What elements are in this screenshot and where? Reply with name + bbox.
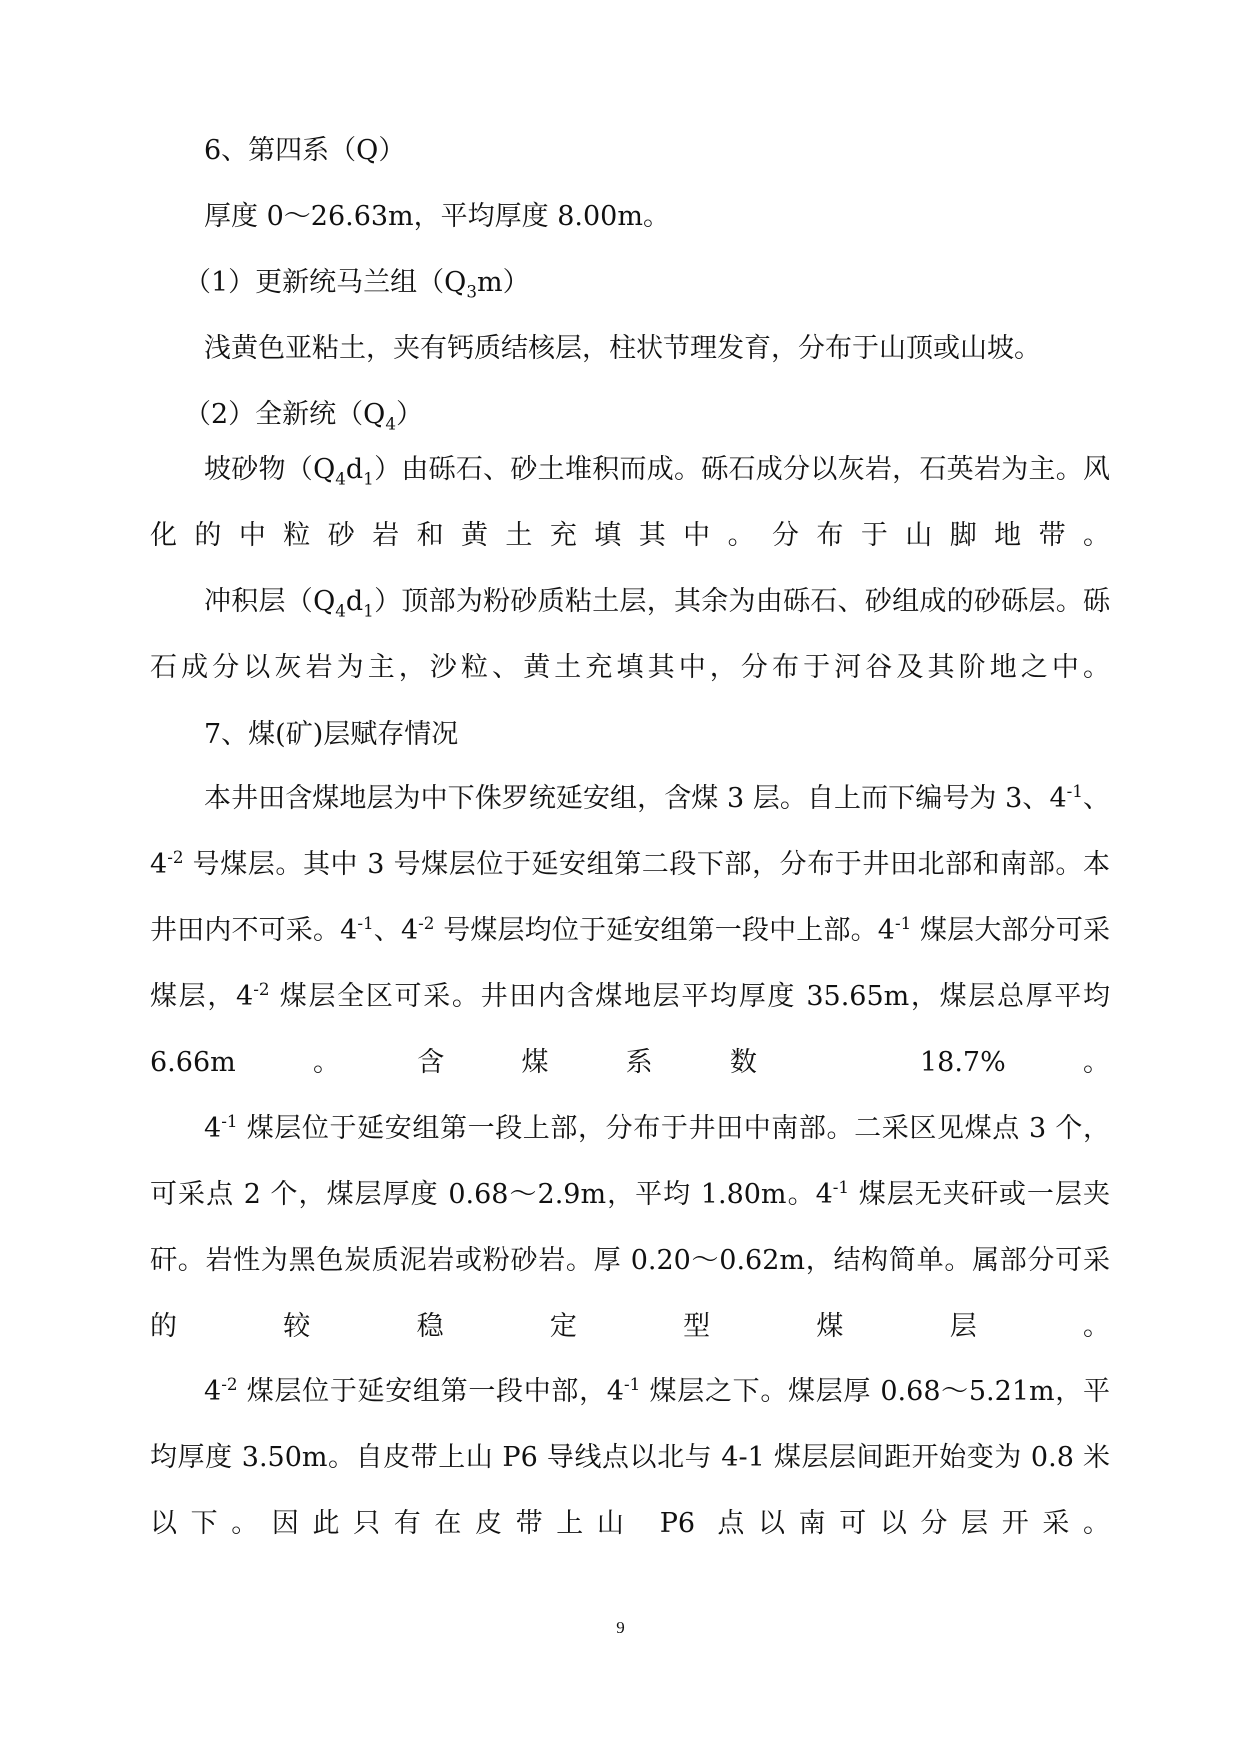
superscript: -2 xyxy=(221,1374,238,1394)
text-run: 煤层位于延安组第一段上部，分布于井田中南部。二采区见煤点 3 个，可采点 2 个，煤层厚度 0.68～2.9m，平均 1.80m。4 xyxy=(150,1113,1110,1210)
paragraph-thickness xyxy=(150,184,1110,250)
text-run: 4 xyxy=(204,1113,222,1144)
text-run: 号煤层均位于延安组第一段中上部。4 xyxy=(434,915,895,946)
superscript: -2 xyxy=(253,979,270,999)
subscript: 4 xyxy=(335,468,346,489)
subscript: 1 xyxy=(363,468,374,489)
text-run: ） xyxy=(395,399,423,430)
text-run: d xyxy=(345,586,364,617)
superscript: -2 xyxy=(418,913,435,933)
text-run: 坡砂物（Q xyxy=(204,454,336,485)
text-run: 煤层大部分可采煤层，4 xyxy=(150,915,1110,1012)
superscript: -1 xyxy=(623,1374,641,1394)
paragraph-slope-deposits xyxy=(150,437,1110,569)
paragraph-alluvium xyxy=(150,569,1110,701)
page-number: 9 xyxy=(616,1618,625,1637)
section-heading-coal-seams xyxy=(150,702,1110,768)
text-run: 、4 xyxy=(373,915,419,946)
text-run: 冲积层（Q xyxy=(204,586,336,617)
paragraph-coal-overview xyxy=(150,766,1110,1096)
paragraph-text: 厚度 0～26.63m，平均厚度 8.00m。 xyxy=(204,201,670,232)
text-run: （2）全新统（Q xyxy=(184,399,386,430)
superscript: -1 xyxy=(1066,781,1083,801)
heading-text: 7、煤(矿)层赋存情况 xyxy=(204,719,459,750)
text-run: 4 xyxy=(204,1376,222,1407)
subscript: 4 xyxy=(385,413,396,434)
section-heading-quaternary xyxy=(150,118,1110,184)
subheading-malan xyxy=(184,250,1144,316)
text-run: 煤层全区可采。井田内含煤地层平均厚度 35.65m，煤层总厚平均 6.66m。含煤系数 18.7%。 xyxy=(150,981,1111,1078)
paragraph-text: 浅黄色亚粘土，夹有钙质结核层，柱状节理发育，分布于山顶或山坡。 xyxy=(204,333,1041,364)
subscript: 1 xyxy=(363,600,374,621)
heading-text: 6、第四系（Q） xyxy=(204,135,406,166)
superscript: -1 xyxy=(221,1111,238,1131)
paragraph-seam-4-1 xyxy=(150,1096,1110,1360)
paragraph-malan-desc xyxy=(150,316,1110,382)
text-run: 、4 xyxy=(150,783,1111,880)
superscript: -2 xyxy=(167,847,184,867)
subscript: 3 xyxy=(466,281,477,302)
paragraph-seam-4-2 xyxy=(150,1359,1110,1557)
text-run: ）顶部为粉砂质粘土层，其余为由砾石、砂组成的砂砾层。砾石成分以灰岩为主，沙粒、黄土充填其中，分布于河谷及其阶地之中。 xyxy=(150,586,1110,683)
text-run: ）由砾石、砂土堆积而成。砾石成分以灰岩，石英岩为主。风化的中粒砂岩和黄土充填其中。分布于山脚地带。 xyxy=(150,454,1110,551)
text-run: 本井田含煤地层为中下侏罗统延安组，含煤 3 层。自上而下编号为 3、4 xyxy=(204,783,1067,814)
superscript: -1 xyxy=(832,1177,850,1197)
text-run: m） xyxy=(476,267,530,298)
superscript: -1 xyxy=(357,913,374,933)
text-run: 煤层无夹矸或一层夹矸。岩性为黑色炭质泥岩或粉砂岩。厚 0.20～0.62m，结构简单。属部分可采的较稳定型煤层。 xyxy=(150,1179,1110,1342)
subscript: 4 xyxy=(335,600,346,621)
text-run: 煤层之下。煤层厚 0.68～5.21m，平均厚度 3.50m。自皮带上山 P6 导线点以北与 4-1 煤层层间距开始变为 0.8 米以下。因此只有在皮带上山 P6 点以南可以分层开采。 xyxy=(150,1376,1110,1539)
text-run: 号煤层。其中 3 号煤层位于延安组第二段下部，分布于井田北部和南部。本井田内不可采。4 xyxy=(150,849,1110,946)
text-run: 煤层位于延安组第一段中部，4 xyxy=(237,1376,624,1407)
text-run: （1）更新统马兰组（Q xyxy=(184,267,467,298)
text-run: d xyxy=(345,454,364,485)
superscript: -1 xyxy=(894,913,912,933)
